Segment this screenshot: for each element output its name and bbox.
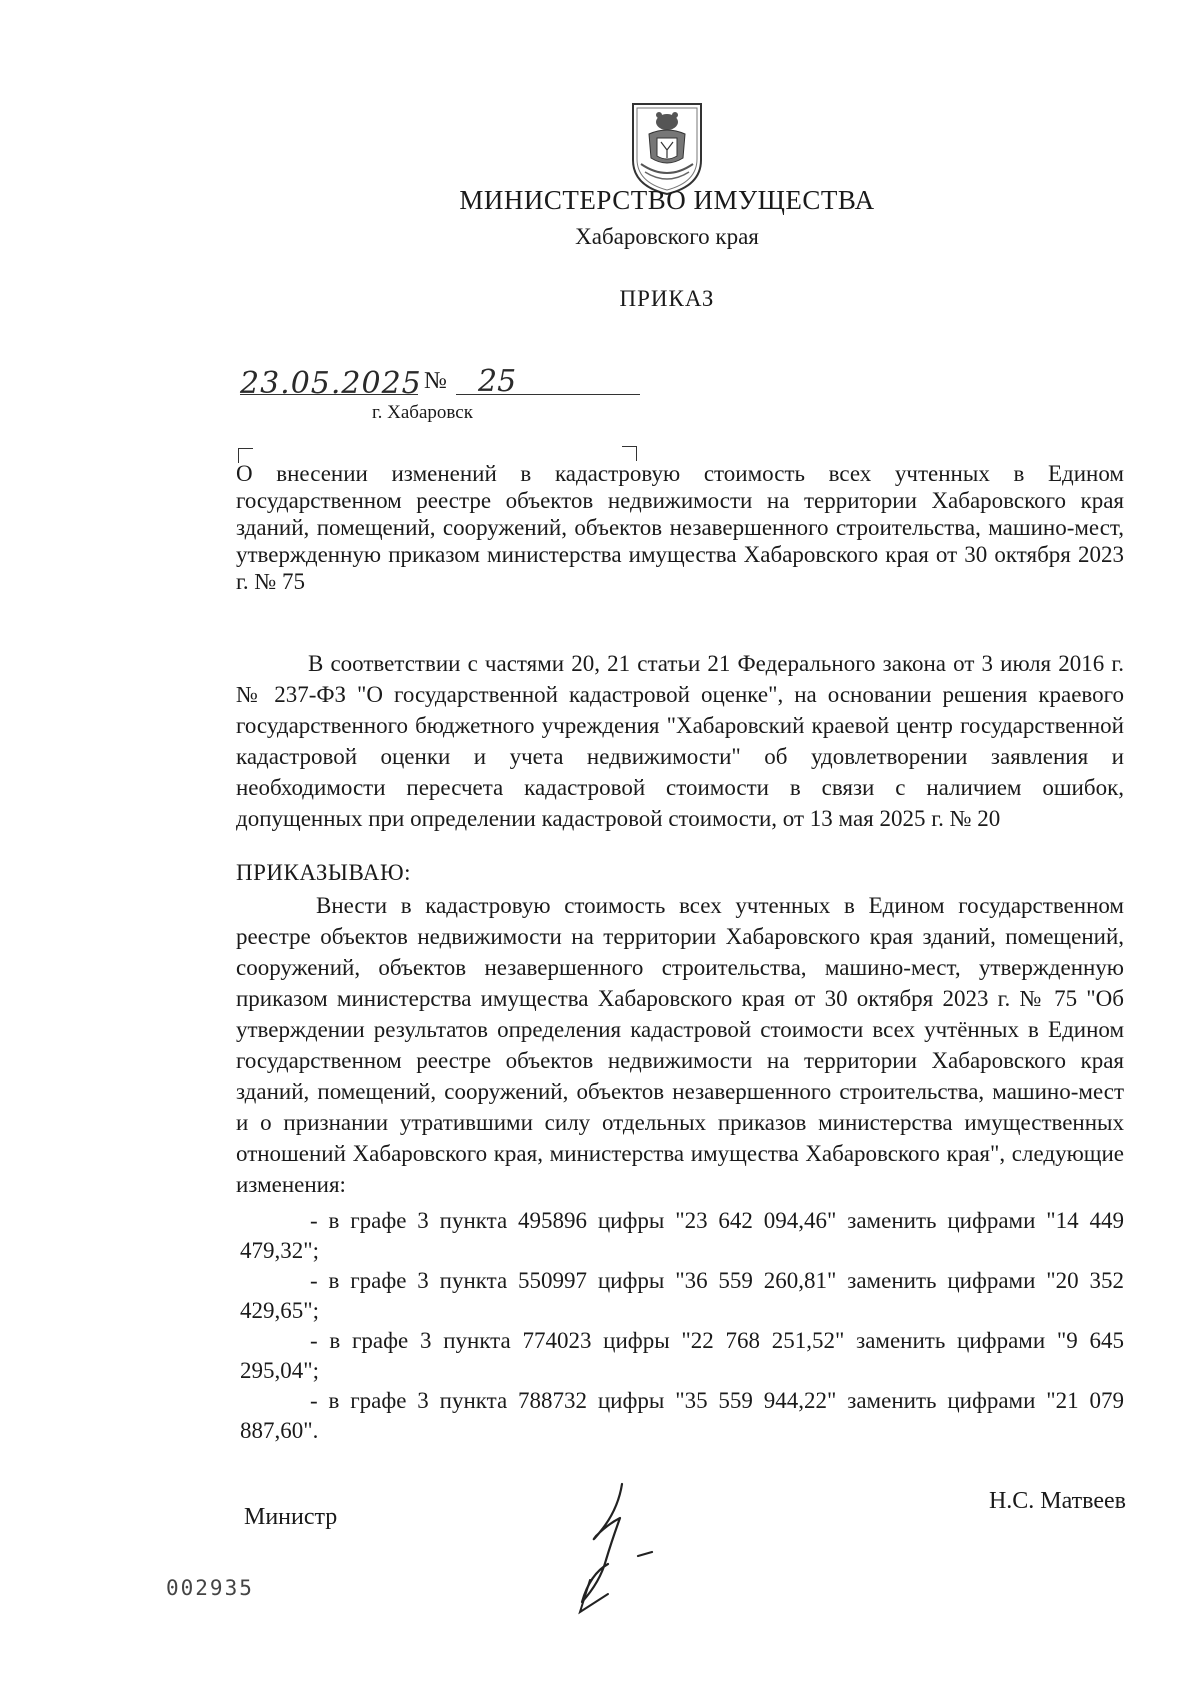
order-body-paragraph: Внести в кадастровую стоимость всех учтенных в Едином государственном реестре объектов недвижимости на территории Хабаровского края зданий, помещений, сооружений, объектов незавершенного строительства, машино-мест, утвержденную приказом министерства имущества Хабаровского края от 30 октября 2023 г. № 75 "Об утверждении результатов определения кадастровой стоимости всех учтённых в Едином государственном реестре объектов недвижимости на территории Хабаровского края зданий, помещений, сооружений, объектов незавершенного строительства, машино-мест и о признании утратившими силу отдельных приказов министерства имущественных отношений Хабаровского края, министерства имущества Хабаровского края", следующие изменения:	[236, 893, 1124, 1197]
serial-number: 002935	[166, 1576, 254, 1600]
region-name: Хабаровского края	[575, 224, 759, 249]
list-item: - в графе 3 пункта 774023 цифры "22 768 251,52" заменить цифрами "9 645 295,04";	[240, 1328, 1124, 1383]
order-date: 23.05.2025	[240, 366, 422, 401]
number-label: №	[424, 368, 447, 394]
list-item: - в графе 3 пункта 788732 цифры "35 559 944,22" заменить цифрами "21 079 887,60".	[240, 1388, 1124, 1443]
date-underline	[240, 394, 418, 395]
list-item: - в графе 3 пункта 495896 цифры "23 642 094,46" заменить цифрами "14 449 479,32";	[240, 1208, 1124, 1263]
list-item: - в графе 3 пункта 550997 цифры "36 559 260,81" заменить цифрами "20 352 429,65";	[240, 1268, 1124, 1323]
number-underline	[456, 394, 640, 395]
handwritten-signature-icon	[560, 1470, 710, 1620]
signer-name: Н.С. Матвеев	[988, 1488, 1126, 1514]
order-subject: О внесении изменений в кадастровую стоимость всех учтенных в Едином государственном реестре объектов недвижимости на территории Хабаровского края зданий, помещений, сооружений, объектов незавершенного строительства, машино-мест, утвержденную приказом министерства имущества Хабаровского края от 30 октября 2023 г. № 75	[236, 461, 1124, 594]
subject-corner-right	[622, 446, 637, 461]
order-directive: ПРИКАЗЫВАЮ:	[236, 860, 412, 885]
city: г. Хабаровск	[372, 402, 473, 423]
signer-title: Министр	[244, 1504, 338, 1530]
ministry-name: МИНИСТЕРСТВО ИМУЩЕСТВА	[459, 185, 875, 215]
changes-list	[240, 1206, 1124, 1446]
date-number-line	[240, 364, 640, 401]
preamble-paragraph: В соответствии с частями 20, 21 статьи 21 Федерального закона от 3 июля 2016 г. № 237-ФЗ "О государственной кадастровой оценке", на основании решения краевого государственного бюджетного учреждения "Хабаровский краевой центр государственной кадастровой оценки и учета недвижимости" об удовлетворении заявления и необходимости пересчета кадастровой стоимости в связи с наличием ошибок, допущенных при определении кадастровой стоимости, от 13 мая 2025 г. № 20	[236, 651, 1124, 831]
order-number: 25	[478, 364, 517, 399]
document-type: ПРИКАЗ	[619, 286, 715, 311]
khabarovsk-coat-of-arms-icon	[627, 98, 707, 198]
